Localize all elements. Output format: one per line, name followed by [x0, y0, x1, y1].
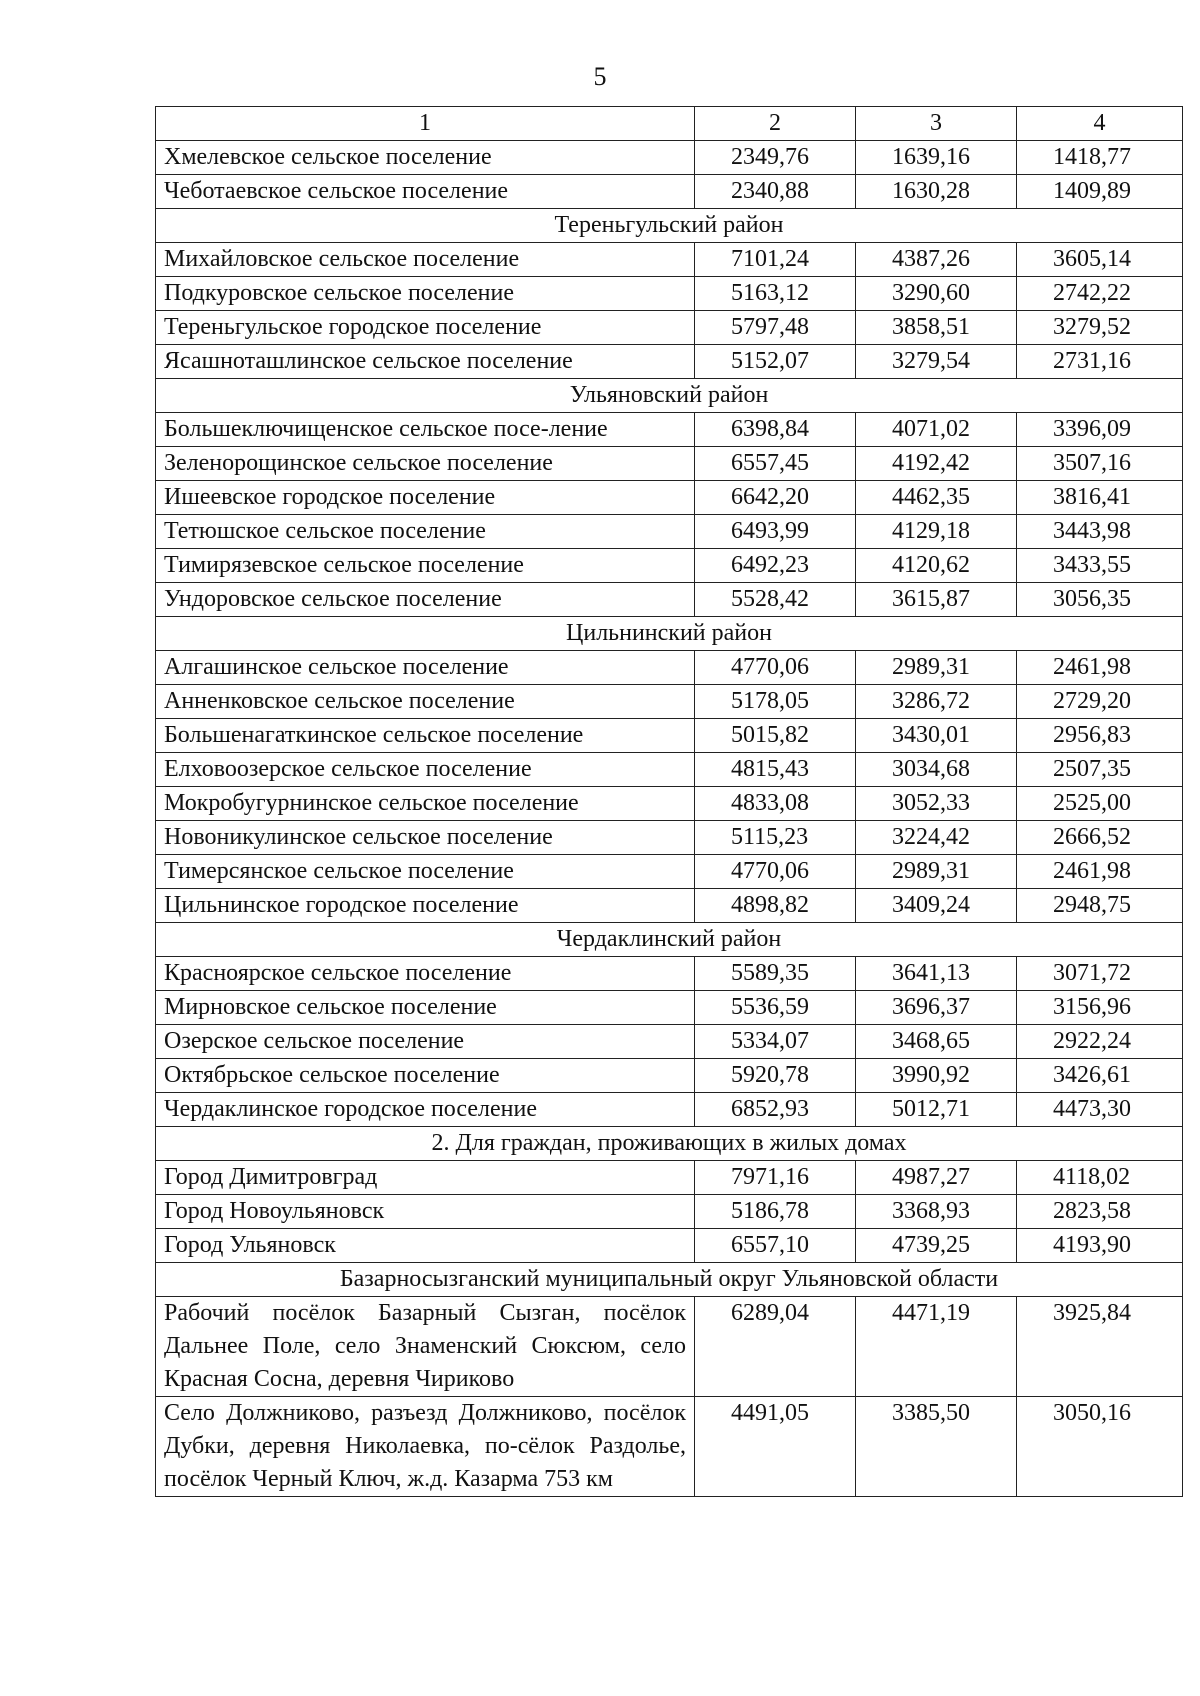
value-col-2: 6642,20: [695, 481, 856, 515]
settlement-name: Новоникулинское сельское поселение: [156, 821, 695, 855]
value-col-3: 3858,51: [856, 311, 1017, 345]
value-col-4: 3443,98: [1017, 515, 1183, 549]
table-row: [156, 855, 1183, 889]
value-col-3: 4471,19: [856, 1297, 1017, 1397]
table-row: [156, 753, 1183, 787]
value-col-3: 4739,25: [856, 1229, 1017, 1263]
settlement-name: Чердаклинское городское поселение: [156, 1093, 695, 1127]
settlement-name: Алгашинское сельское поселение: [156, 651, 695, 685]
settlement-name: Ясашноташлинское сельское поселение: [156, 345, 695, 379]
section-title: Чердаклинский район: [156, 923, 1183, 957]
value-col-4: 3156,96: [1017, 991, 1183, 1025]
section-header-row: [156, 1127, 1183, 1161]
value-col-2: 6852,93: [695, 1093, 856, 1127]
column-header-4: 4: [1017, 107, 1183, 141]
settlement-name: Михайловское сельское поселение: [156, 243, 695, 277]
table-row: [156, 719, 1183, 753]
value-col-3: 3430,01: [856, 719, 1017, 753]
table-row: [156, 549, 1183, 583]
value-col-2: 4770,06: [695, 855, 856, 889]
table-row: [156, 413, 1183, 447]
section-title: Тереньгульский район: [156, 209, 1183, 243]
value-col-2: 4770,06: [695, 651, 856, 685]
table-header-row: [156, 107, 1183, 141]
settlement-name: Тереньгульское городское поселение: [156, 311, 695, 345]
value-col-2: 2340,88: [695, 175, 856, 209]
table-row: [156, 1195, 1183, 1229]
table-row: [156, 447, 1183, 481]
table-row: [156, 1229, 1183, 1263]
value-col-2: 7971,16: [695, 1161, 856, 1195]
value-col-4: 2507,35: [1017, 753, 1183, 787]
value-col-2: 6289,04: [695, 1297, 856, 1397]
value-col-4: 2956,83: [1017, 719, 1183, 753]
settlement-name: Город Димитровград: [156, 1161, 695, 1195]
value-col-4: 2948,75: [1017, 889, 1183, 923]
settlement-name: Город Ульяновск: [156, 1229, 695, 1263]
value-col-2: 4898,82: [695, 889, 856, 923]
settlement-name: Ишеевское городское поселение: [156, 481, 695, 515]
settlement-name: Подкуровское сельское поселение: [156, 277, 695, 311]
table-row: [156, 1059, 1183, 1093]
table-row: [156, 277, 1183, 311]
value-col-4: 4118,02: [1017, 1161, 1183, 1195]
value-col-3: 5012,71: [856, 1093, 1017, 1127]
section-title: Базарносызганский муниципальный округ Ульяновской области: [156, 1263, 1183, 1297]
table-row: [156, 243, 1183, 277]
settlement-name: Озерское сельское поселение: [156, 1025, 695, 1059]
value-col-2: 5528,42: [695, 583, 856, 617]
value-col-3: 3286,72: [856, 685, 1017, 719]
table-row: [156, 957, 1183, 991]
value-col-2: 5334,07: [695, 1025, 856, 1059]
section-header-row: [156, 617, 1183, 651]
table-row: [156, 787, 1183, 821]
value-col-2: 5589,35: [695, 957, 856, 991]
settlement-name: Елховоозерское сельское поселение: [156, 753, 695, 787]
settlement-name: Цильнинское городское поселение: [156, 889, 695, 923]
value-col-4: 4473,30: [1017, 1093, 1183, 1127]
settlement-name: Село Должниково, разъезд Должниково, посёлок Дубки, деревня Николаевка, по-сёлок Раздолье, посёлок Черный Ключ, ж.д. Казарма 753 км: [156, 1397, 695, 1497]
settlement-name: Рабочий посёлок Базарный Сызган, посёлок Дальнее Поле, село Знаменский Сюксюм, село Красная Сосна, деревня Чириково: [156, 1297, 695, 1397]
value-col-2: 2349,76: [695, 141, 856, 175]
value-col-3: 1630,28: [856, 175, 1017, 209]
value-col-2: 5920,78: [695, 1059, 856, 1093]
table-row: [156, 685, 1183, 719]
settlement-name: Чеботаевское сельское поселение: [156, 175, 695, 209]
value-col-4: 2666,52: [1017, 821, 1183, 855]
value-col-4: 4193,90: [1017, 1229, 1183, 1263]
settlement-name: Тимирязевское сельское поселение: [156, 549, 695, 583]
table-row: [156, 583, 1183, 617]
table-row: [156, 1161, 1183, 1195]
value-col-4: 2742,22: [1017, 277, 1183, 311]
value-col-2: 4833,08: [695, 787, 856, 821]
settlement-name: Зеленорощинское сельское поселение: [156, 447, 695, 481]
value-col-4: 2525,00: [1017, 787, 1183, 821]
value-col-3: 4071,02: [856, 413, 1017, 447]
settlement-name: Город Новоульяновск: [156, 1195, 695, 1229]
value-col-3: 2989,31: [856, 651, 1017, 685]
value-col-2: 5163,12: [695, 277, 856, 311]
value-col-3: 3279,54: [856, 345, 1017, 379]
table-row: [156, 1397, 1183, 1497]
settlement-name: Красноярское сельское поселение: [156, 957, 695, 991]
table-row: [156, 821, 1183, 855]
settlement-name: Мирновское сельское поселение: [156, 991, 695, 1025]
value-col-3: 3468,65: [856, 1025, 1017, 1059]
value-col-3: 3641,13: [856, 957, 1017, 991]
value-col-4: 1418,77: [1017, 141, 1183, 175]
settlement-name: Тимерсянское сельское поселение: [156, 855, 695, 889]
column-header-2: 2: [695, 107, 856, 141]
table-row: [156, 1297, 1183, 1397]
value-col-4: 2461,98: [1017, 651, 1183, 685]
tariff-table: [155, 106, 1183, 1497]
value-col-4: 3056,35: [1017, 583, 1183, 617]
value-col-2: 5536,59: [695, 991, 856, 1025]
table-row: [156, 175, 1183, 209]
table-row: [156, 311, 1183, 345]
column-header-3: 3: [856, 107, 1017, 141]
table-row: [156, 991, 1183, 1025]
section-title: Ульяновский район: [156, 379, 1183, 413]
value-col-4: 1409,89: [1017, 175, 1183, 209]
value-col-4: 3925,84: [1017, 1297, 1183, 1397]
value-col-4: 3605,14: [1017, 243, 1183, 277]
section-header-row: [156, 209, 1183, 243]
section-header-row: [156, 379, 1183, 413]
table-row: [156, 481, 1183, 515]
table-row: [156, 141, 1183, 175]
value-col-4: 3050,16: [1017, 1397, 1183, 1497]
value-col-3: 3385,50: [856, 1397, 1017, 1497]
value-col-3: 3409,24: [856, 889, 1017, 923]
settlement-name: Октябрьское сельское поселение: [156, 1059, 695, 1093]
settlement-name: Ундоровское сельское поселение: [156, 583, 695, 617]
table-row: [156, 345, 1183, 379]
value-col-3: 3615,87: [856, 583, 1017, 617]
value-col-2: 6493,99: [695, 515, 856, 549]
value-col-2: 5115,23: [695, 821, 856, 855]
value-col-3: 3368,93: [856, 1195, 1017, 1229]
value-col-3: 4129,18: [856, 515, 1017, 549]
table-row: [156, 515, 1183, 549]
column-header-1: 1: [156, 107, 695, 141]
value-col-3: 3034,68: [856, 753, 1017, 787]
table-row: [156, 651, 1183, 685]
value-col-2: 6398,84: [695, 413, 856, 447]
value-col-2: 5186,78: [695, 1195, 856, 1229]
value-col-3: 4387,26: [856, 243, 1017, 277]
section-header-row: [156, 1263, 1183, 1297]
table-row: [156, 1093, 1183, 1127]
value-col-4: 3426,61: [1017, 1059, 1183, 1093]
value-col-4: 2461,98: [1017, 855, 1183, 889]
value-col-2: 5178,05: [695, 685, 856, 719]
value-col-2: 4815,43: [695, 753, 856, 787]
value-col-3: 3290,60: [856, 277, 1017, 311]
value-col-3: 4120,62: [856, 549, 1017, 583]
value-col-2: 4491,05: [695, 1397, 856, 1497]
value-col-4: 3279,52: [1017, 311, 1183, 345]
value-col-4: 2823,58: [1017, 1195, 1183, 1229]
value-col-3: 3224,42: [856, 821, 1017, 855]
settlement-name: Тетюшское сельское поселение: [156, 515, 695, 549]
value-col-2: 5152,07: [695, 345, 856, 379]
value-col-4: 3433,55: [1017, 549, 1183, 583]
value-col-3: 4987,27: [856, 1161, 1017, 1195]
value-col-3: 1639,16: [856, 141, 1017, 175]
value-col-4: 2731,16: [1017, 345, 1183, 379]
value-col-4: 2729,20: [1017, 685, 1183, 719]
value-col-2: 6492,23: [695, 549, 856, 583]
value-col-3: 3696,37: [856, 991, 1017, 1025]
settlement-name: Мокробугурнинское сельское поселение: [156, 787, 695, 821]
value-col-2: 6557,10: [695, 1229, 856, 1263]
value-col-4: 3071,72: [1017, 957, 1183, 991]
value-col-3: 4462,35: [856, 481, 1017, 515]
value-col-2: 6557,45: [695, 447, 856, 481]
section-title: 2. Для граждан, проживающих в жилых домах: [156, 1127, 1183, 1161]
value-col-4: 3396,09: [1017, 413, 1183, 447]
value-col-3: 4192,42: [856, 447, 1017, 481]
section-title: Цильнинский район: [156, 617, 1183, 651]
value-col-3: 3990,92: [856, 1059, 1017, 1093]
value-col-3: 2989,31: [856, 855, 1017, 889]
value-col-4: 2922,24: [1017, 1025, 1183, 1059]
value-col-4: 3507,16: [1017, 447, 1183, 481]
table-row: [156, 1025, 1183, 1059]
settlement-name: Большенагаткинское сельское поселение: [156, 719, 695, 753]
value-col-2: 5797,48: [695, 311, 856, 345]
page-number: 5: [593, 62, 607, 91]
settlement-name: Большеключищенское сельское посе-ление: [156, 413, 695, 447]
settlement-name: Хмелевское сельское поселение: [156, 141, 695, 175]
value-col-2: 5015,82: [695, 719, 856, 753]
value-col-3: 3052,33: [856, 787, 1017, 821]
table-row: [156, 889, 1183, 923]
value-col-2: 7101,24: [695, 243, 856, 277]
value-col-4: 3816,41: [1017, 481, 1183, 515]
settlement-name: Анненковское сельское поселение: [156, 685, 695, 719]
section-header-row: [156, 923, 1183, 957]
